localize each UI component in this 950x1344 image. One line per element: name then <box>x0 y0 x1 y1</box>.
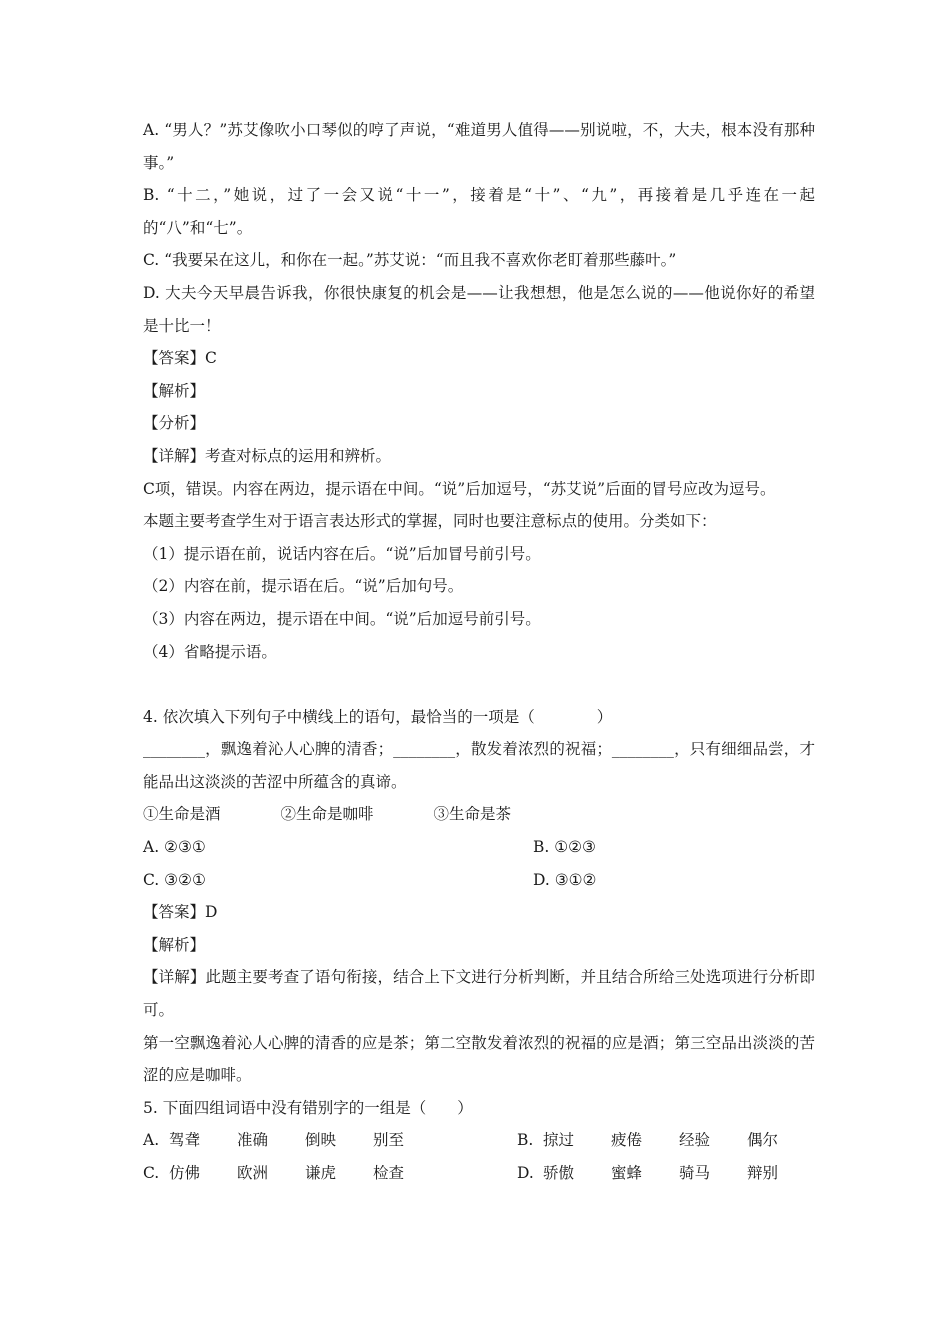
q3-option-a: A. “男人？”苏艾像吹小口琴似的哼了声说，“难道男人值得——别说啦，不，大夫，根本没有那种事。” <box>143 121 815 172</box>
spacer <box>143 668 815 701</box>
q4-items <box>143 798 815 831</box>
q5-word: 倒映 <box>305 1131 337 1150</box>
q4-option-b: B. ①②③ <box>533 838 596 857</box>
q3-explain-2: 本题主要考查学生对于语言表达形式的掌握，同时也要注意标点的使用。分类如下： <box>143 512 717 531</box>
q4-options-row-1 <box>143 831 815 864</box>
q3-jiexi: 【解析】 <box>143 381 206 400</box>
q5-option-label: D. <box>517 1164 534 1182</box>
q4-item: ①生命是酒 <box>143 805 221 824</box>
q3-answer: 【答案】C <box>143 349 217 368</box>
q4-item: ②生命是咖啡 <box>280 805 374 824</box>
document-page <box>143 114 815 1190</box>
q5-option-b <box>517 1124 815 1157</box>
q4-options-row-2 <box>143 864 815 897</box>
q5-stem: 5. 下面四组词语中没有错别字的一组是（ ） <box>143 1098 473 1117</box>
q4-jiexi: 【解析】 <box>143 935 206 954</box>
q5-word: 准确 <box>237 1131 269 1150</box>
q5-option-label: B. <box>517 1131 534 1150</box>
q5-option-d <box>517 1157 815 1190</box>
q5-option-c <box>143 1157 517 1190</box>
q5-word: 偶尔 <box>747 1131 779 1150</box>
q3-rule: （2）内容在前，提示语在后。“说”后加句号。 <box>143 577 464 596</box>
q3-rule: （1）提示语在前，说话内容在后。“说”后加冒号前引号。 <box>143 544 541 563</box>
q4-option-c: C. ③②① <box>143 870 206 889</box>
q5-options-row-1 <box>143 1124 815 1157</box>
q4-option-d: D. ③①② <box>533 870 597 889</box>
q5-option-label: A. <box>143 1131 160 1150</box>
q5-word: 疲倦 <box>611 1131 643 1150</box>
q3-detail: 【详解】考查对标点的运用和辨析。 <box>143 446 392 465</box>
q4-item: ③生命是茶 <box>433 805 512 824</box>
q3-option-d: D. 大夫今天早晨告诉我，你很快康复的机会是——让我想想，他是怎么说的——他说你好的希望是十比一！ <box>143 283 815 335</box>
q5-word: 谦虎 <box>305 1164 337 1182</box>
q5-word: 仿佛 <box>169 1164 201 1182</box>
q3-rule: （4）省略提示语。 <box>143 642 277 661</box>
q5-word: 欧洲 <box>237 1164 269 1182</box>
q4-explain: 第一空飘逸着沁人心脾的清香的应是茶；第二空散发着浓烈的祝福的应是酒；第三空品出淡淡的苦涩的应是咖啡。 <box>143 1033 815 1085</box>
q5-word: 经验 <box>679 1131 711 1150</box>
q5-option-label: C. <box>143 1164 160 1182</box>
q5-word: 骄傲 <box>543 1164 575 1182</box>
q3-rule: （3）内容在两边，提示语在中间。“说”后加逗号前引号。 <box>143 609 541 628</box>
q5-word: 骑马 <box>679 1164 711 1182</box>
q4-answer: 【答案】D <box>143 903 218 922</box>
q3-option-c: C. “我要呆在这儿，和你在一起。”苏艾说：“而且我不喜欢你老盯着那些藤叶。” <box>143 251 677 270</box>
q3-fenxi: 【分析】 <box>143 414 206 433</box>
q5-word: 驾聋 <box>169 1131 201 1150</box>
q5-word: 蜜蜂 <box>611 1164 643 1182</box>
q5-word: 别至 <box>373 1131 405 1150</box>
q5-word: 掠过 <box>543 1131 575 1150</box>
q5-word: 检查 <box>373 1164 405 1182</box>
q3-option-b: B. “十二，”她说，过了一会又说“十一”，接着是“十”、“九”，再接着是几乎连在一起的“八”和“七”。 <box>143 186 815 237</box>
q4-option-a: A. ②③① <box>143 838 206 857</box>
q5-options-row-2 <box>143 1157 815 1190</box>
q3-explain-1: C项，错误。内容在两边，提示语在中间。“说”后加逗号，“苏艾说”后面的冒号应改为逗号。 <box>143 479 776 498</box>
q4-detail: 【详解】此题主要考查了语句衔接，结合上下文进行分析判断，并且结合所给三处选项进行分析即可。 <box>143 968 815 1020</box>
q4-sentence: ________，飘逸着沁人心脾的清香；________，散发着浓烈的祝福；________，只有细细品尝，才能品出这淡淡的苦涩中所蕴含的真谛。 <box>143 740 815 791</box>
q5-option-a <box>143 1124 517 1157</box>
q4-stem: 4. 依次填入下列句子中横线上的语句，最恰当的一项是（ ） <box>143 707 613 726</box>
q5-word: 辩别 <box>747 1164 779 1182</box>
